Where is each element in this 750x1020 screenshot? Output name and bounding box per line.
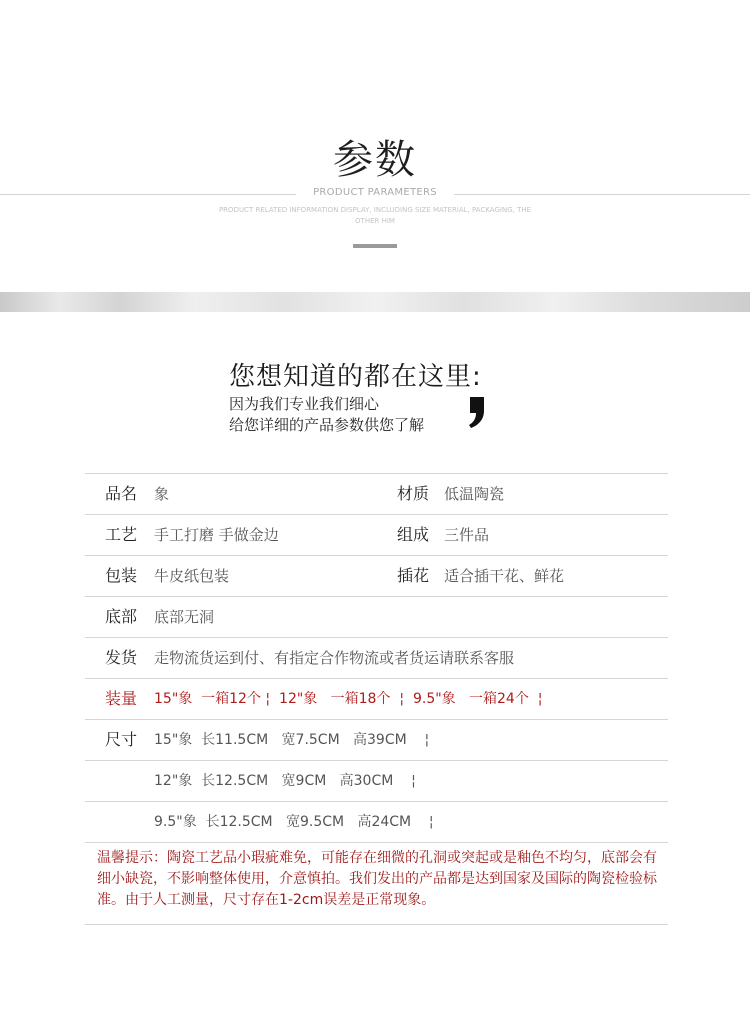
spec-row-size-12 [85,760,668,801]
accent-bar [353,244,397,248]
spec-label: 组成 [397,525,430,544]
spec-value: 三件品 [444,526,490,544]
comma-icon [465,395,487,429]
spec-value: 象 [154,485,170,503]
spec-label: 插花 [397,566,430,585]
spec-row-quantity [85,678,668,719]
spec-label: 包装 [105,566,138,585]
spec-value: 牛皮纸包装 [154,567,230,585]
spec-value: 15"象 长11.5CM 宽7.5CM 高39CM ¦ [154,732,430,748]
bottom-divider [85,924,668,925]
spec-row-craft [85,514,668,555]
spec-row-size [85,719,668,760]
spec-value: 底部无洞 [154,608,215,626]
spec-value: 手工打磨 手做金边 [154,526,279,544]
intro-line-1: 因为我们专业我们细心 [229,395,380,413]
spec-row-name [85,473,668,514]
spec-value: 低温陶瓷 [444,485,505,503]
spec-value: 9.5"象 长12.5CM 宽9.5CM 高24CM ¦ [154,814,434,830]
intro-headline: 您想知道的都在这里: [229,362,482,392]
intro-line-2: 给您详细的产品参数供您了解 [229,416,425,434]
spec-label: 材质 [397,484,430,503]
spec-table [85,473,668,843]
spec-row-bottom [85,596,668,637]
spec-row-shipping [85,637,668,678]
spec-label: 尺寸 [105,730,138,749]
spec-value: 12"象 长12.5CM 宽9CM 高30CM ¦ [154,773,416,789]
spec-label: 品名 [105,484,138,503]
spec-row-packaging [85,555,668,596]
header-description: PRODUCT RELATED INFORMATION DISPLAY, INCLUDING SIZE MATERIAL, PACKAGING, THE OTHER HIM [218,206,532,225]
subtitle-text: PRODUCT PARAMETERS [305,187,445,198]
spec-label: 底部 [105,607,138,626]
spec-value: 15"象 一箱12个 ¦ 12"象 一箱18个 ¦ 9.5"象 一箱24个 ¦ [154,691,543,707]
spec-label: 装量 [105,689,138,708]
spec-label: 工艺 [105,525,138,544]
decorative-banner [0,292,750,312]
spec-value: 适合插干花、鲜花 [444,567,565,585]
page-title: 参数 [333,137,417,183]
page-subtitle [0,187,750,198]
spec-value: 走物流货运到付、有指定合作物流或者货运请联系客服 [154,649,515,667]
spec-row-size-9-5 [85,801,668,843]
spec-label: 发货 [105,648,138,667]
notice-text: 温馨提示：陶瓷工艺品小瑕疵难免，可能存在细微的孔洞或突起或是釉色不均匀，底部会有细小缺瓷，不影响整体使用，介意慎拍。我们发出的产品都是达到国家及国际的陶瓷检验标准。由于人工测量，尺寸存在1-2cm误差是正常现象。 [97,850,657,908]
